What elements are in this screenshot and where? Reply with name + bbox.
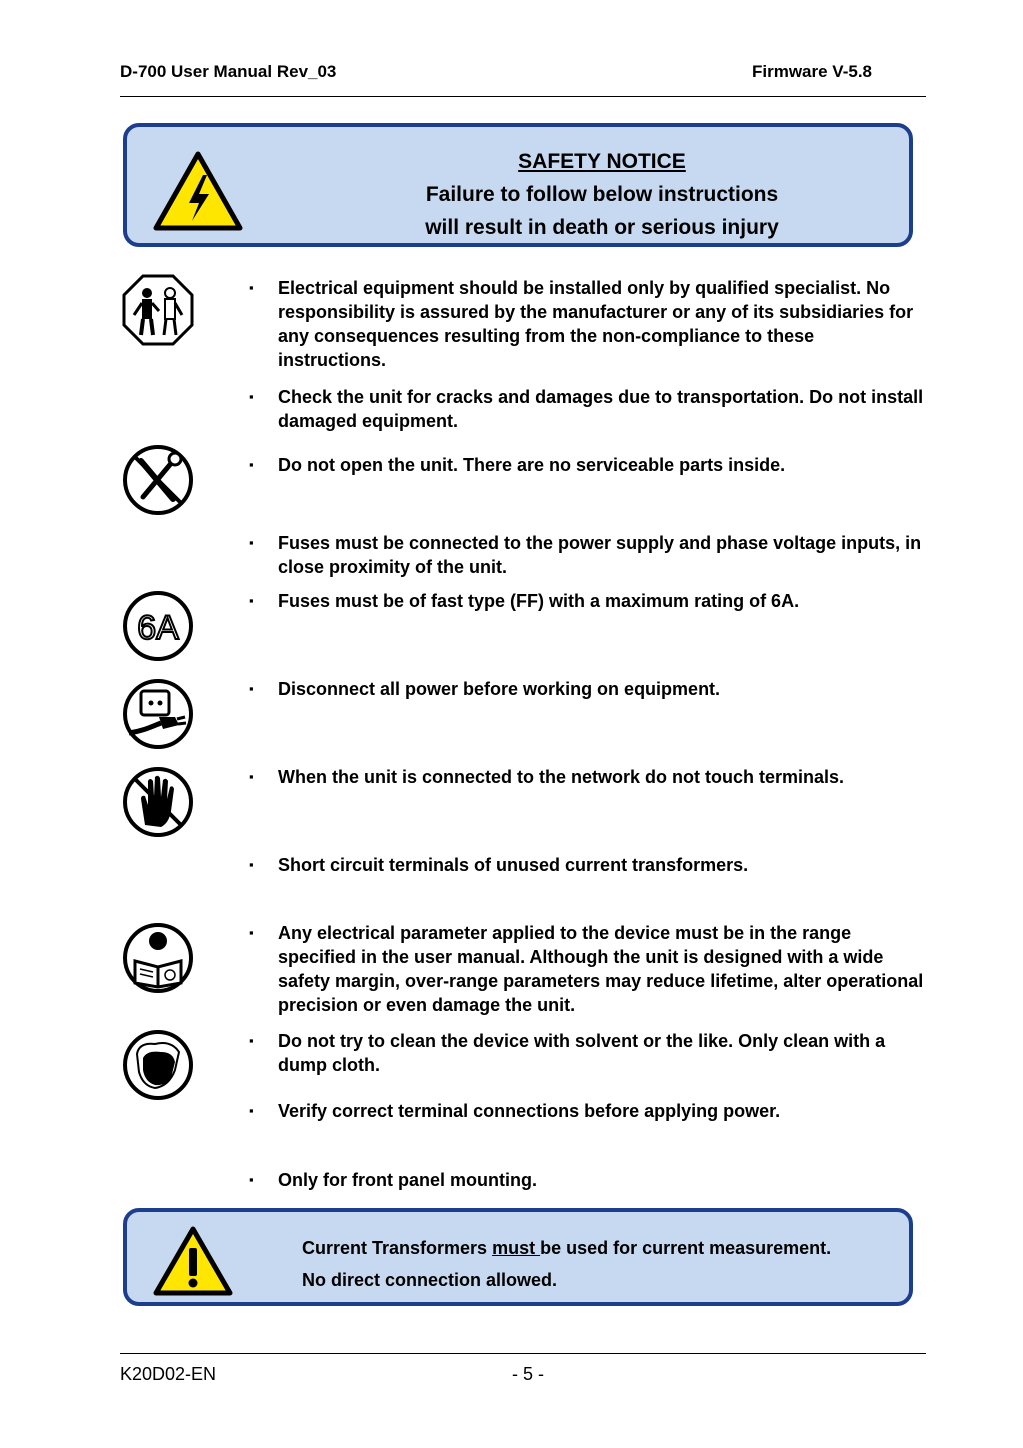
header-left: D-700 User Manual Rev_03 xyxy=(120,62,337,81)
list-item: Short circuit terminals of unused current transformers. xyxy=(278,855,749,875)
warning-icon xyxy=(153,1226,233,1296)
footer-rule xyxy=(120,1353,926,1354)
page-number: - 5 - xyxy=(512,1364,545,1384)
fuse-6a-icon xyxy=(121,589,195,663)
bullet: ▪ xyxy=(249,1103,254,1118)
header-right: Firmware V-5.8 xyxy=(752,62,873,81)
ct-notice-box xyxy=(123,1208,913,1306)
no-tools-icon xyxy=(121,443,195,517)
no-touch-icon xyxy=(121,765,195,839)
bullet: ▪ xyxy=(249,389,254,404)
bullet: ▪ xyxy=(249,1172,254,1187)
bullet: ▪ xyxy=(249,681,254,696)
fuse-label: 6A xyxy=(137,609,179,647)
header-rule xyxy=(120,96,926,97)
instruction-qualified-install xyxy=(249,276,925,372)
bullet: ▪ xyxy=(249,280,254,295)
instruction-do-not-open xyxy=(249,453,925,477)
qualified-personnel-icon xyxy=(121,273,195,347)
instruction-panel-mounting xyxy=(249,1168,925,1192)
safety-notice-title: SAFETY NOTICE xyxy=(518,150,686,173)
list-item: Disconnect all power before working on equipment. xyxy=(278,679,721,699)
bullet: ▪ xyxy=(249,535,254,550)
unplug-icon xyxy=(121,677,195,751)
instruction-cleaning xyxy=(249,1029,925,1077)
instruction-check-damage xyxy=(249,385,925,433)
ct-notice-line2: No direct connection allowed. xyxy=(302,1270,558,1290)
list-item: Verify correct terminal connections before applying power. xyxy=(278,1101,781,1121)
ct-notice-part1: Current Transformers xyxy=(302,1238,493,1258)
list-item: Fuses must be connected to the power supply and phase voltage inputs, in close proximity of the unit. xyxy=(278,533,922,577)
instruction-short-circuit-ct xyxy=(249,853,925,877)
list-item: When the unit is connected to the network do not touch terminals. xyxy=(278,767,845,787)
instruction-parameter-range xyxy=(249,921,925,1017)
ct-notice-part2: be used for current measurement. xyxy=(540,1238,832,1258)
instruction-verify-connections xyxy=(249,1099,925,1123)
instruction-no-touch xyxy=(249,765,925,789)
bullet: ▪ xyxy=(249,857,254,872)
instruction-fuse-connection xyxy=(249,531,925,579)
safety-notice-text xyxy=(397,145,807,244)
list-item: Electrical equipment should be installed only by qualified specialist. No responsibility is assured by the manufacturer or any of its subsidiaries for any consequences resulting from the non-compliance to these instructions. xyxy=(278,278,914,370)
list-item: Do not open the unit. There are no serviceable parts inside. xyxy=(278,455,786,475)
bullet: ▪ xyxy=(249,457,254,472)
ct-notice-emphasis: must xyxy=(492,1238,541,1258)
footer-doc-code: K20D02-EN xyxy=(120,1364,217,1384)
list-item: Fuses must be of fast type (FF) with a maximum rating of 6A. xyxy=(278,591,800,611)
list-item: Check the unit for cracks and damages due to transportation. Do not install damaged equipment. xyxy=(278,387,924,431)
ct-notice-line1 xyxy=(302,1232,831,1264)
bullet: ▪ xyxy=(249,925,254,940)
ct-notice-text xyxy=(302,1232,831,1296)
instruction-disconnect-power xyxy=(249,677,925,701)
list-item: Only for front panel mounting. xyxy=(278,1170,537,1190)
instruction-fuse-type xyxy=(249,589,925,613)
electrical-hazard-icon xyxy=(153,151,243,231)
read-manual-icon xyxy=(121,921,195,995)
list-item: Any electrical parameter applied to the device must be in the range specified in the user manual. Although the unit is designed with a wide safety margin, over-range parameters may reduce lifetime, alter operational precision or even damage the unit. xyxy=(278,923,924,1015)
bullet: ▪ xyxy=(249,593,254,608)
safety-notice-line2: will result in death or serious injury xyxy=(425,216,779,239)
bullet: ▪ xyxy=(249,1033,254,1048)
safety-notice-box xyxy=(123,123,913,247)
list-item: Do not try to clean the device with solvent or the like. Only clean with a dump cloth. xyxy=(278,1031,886,1075)
bullet: ▪ xyxy=(249,769,254,784)
clean-cloth-icon xyxy=(121,1028,195,1102)
safety-notice-line1: Failure to follow below instructions xyxy=(425,183,779,206)
